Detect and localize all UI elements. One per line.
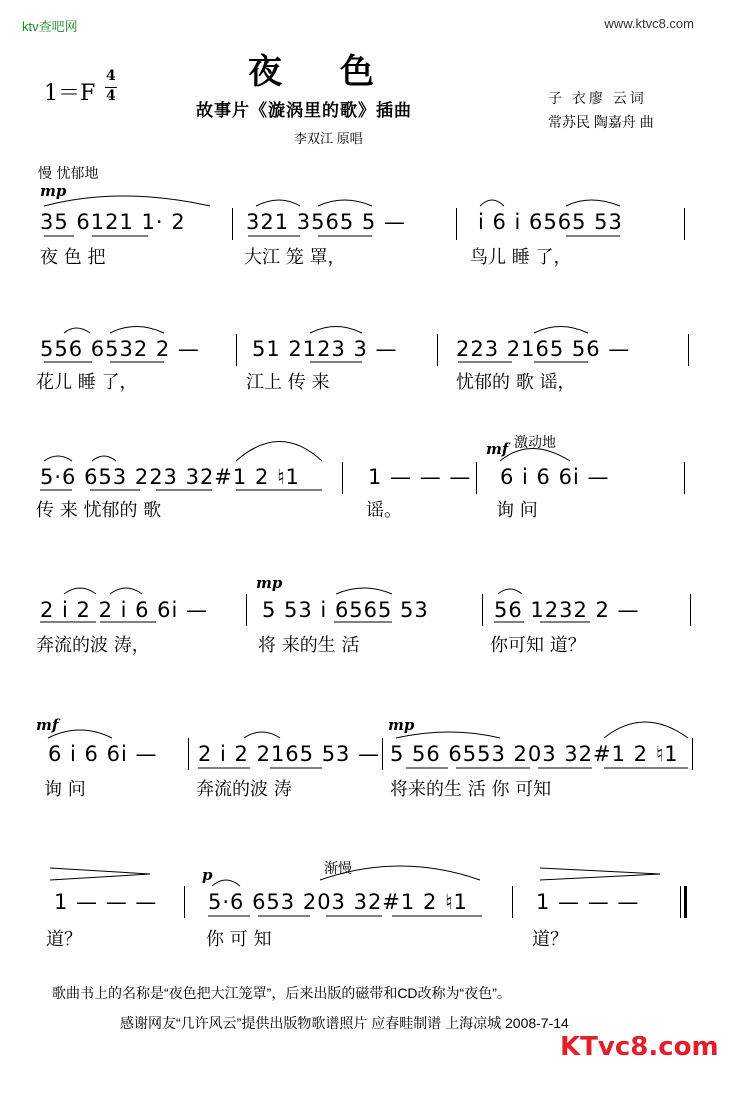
measure-notes: 5 53 i 6565 53 xyxy=(262,598,429,622)
slur xyxy=(498,589,522,594)
slur xyxy=(110,327,164,334)
lyric-line: 道？ xyxy=(46,929,82,950)
measure-notes: 556 6532 2 — xyxy=(40,337,200,361)
measure-notes: 223 2165 56 — xyxy=(456,337,631,361)
measure-notes: 5·6 653 223 32#1 2 ♮1 xyxy=(40,465,300,489)
key-signature: 1＝F xyxy=(44,81,96,106)
slur xyxy=(336,588,392,594)
diminuendo xyxy=(540,868,660,874)
measure-notes: 5 56 6553 203 32#1 2 ♮1 xyxy=(390,742,679,766)
lyric-line: 将 来的生 活 xyxy=(258,635,360,656)
slur xyxy=(500,449,570,462)
measure-notes: 2 i 2 2165 53 — xyxy=(198,742,381,766)
subtitle: 故事片《漩涡里的歌》插曲 xyxy=(196,101,412,121)
slur xyxy=(64,588,96,594)
time-signature-top: 4 xyxy=(106,68,116,84)
lyric-line: 传 来 忧郁的 歌 xyxy=(36,500,162,521)
lyric-line: 忧郁的 歌 谣， xyxy=(456,372,576,393)
expression-marking: 激动地 xyxy=(514,435,556,451)
lyric-line: 江上 传 来 xyxy=(246,372,330,393)
measure-notes: 51 2123 3 — xyxy=(252,337,398,361)
measure-notes: 2 i 2 2 i 6 6i — xyxy=(40,598,209,622)
lyric-line: 你 可 知 xyxy=(206,929,272,950)
lyric-line: 夜 色 把 xyxy=(40,247,106,268)
slur xyxy=(256,200,300,206)
slur xyxy=(318,200,372,206)
site-watermark-left: ktv查吧网 xyxy=(22,19,78,34)
lyric-line: 奔流的波 涛 xyxy=(196,779,292,800)
song-title: 夜色 xyxy=(248,52,432,92)
footnote: 歌曲书上的名称是“夜色把大江笼罩”，后来出版的磁带和CD改称为“夜色”。 xyxy=(52,985,511,1001)
slur xyxy=(236,442,322,462)
measure-notes: 35 6121 1· 2 xyxy=(40,210,186,234)
dynamic-mark: mf xyxy=(36,716,59,734)
diminuendo xyxy=(50,874,150,880)
lyricist: 子 衣廖 云词 xyxy=(548,90,647,106)
measure-notes: i 6 i 6565 53 xyxy=(478,210,623,234)
lyric-line: 鸟儿 睡 了， xyxy=(470,247,572,268)
lyric-line: 你可知 道？ xyxy=(490,635,586,656)
site-watermark-right: www.ktvc8.com xyxy=(604,16,694,31)
dynamic-mark: mp xyxy=(388,716,415,734)
slur xyxy=(396,732,500,738)
tempo-marking: 慢 忧郁地 xyxy=(38,166,99,182)
slur xyxy=(110,588,142,594)
credits: 感谢网友“几许风云”提供出版物歌谱照片 应春畦制谱 上海凉城 2008-7-14 xyxy=(120,1015,569,1031)
dynamic-mark: mp xyxy=(40,182,67,200)
site-logo: KTvc8.com xyxy=(560,1032,719,1062)
original-singer: 李双江 原唱 xyxy=(294,131,363,146)
measure-notes: 1 — — — xyxy=(368,465,472,489)
slur xyxy=(44,456,72,461)
slur xyxy=(44,196,210,206)
diminuendo xyxy=(540,874,660,880)
lyric-line: 奔流的波 涛， xyxy=(36,635,150,656)
measure-notes: 321 3565 5 — xyxy=(246,210,406,234)
measure-notes: 6 i 6 6i — xyxy=(500,465,610,489)
lyric-line: 花儿 睡 了， xyxy=(36,372,138,393)
time-signature-bottom: 4 xyxy=(106,88,116,104)
lyric-line: 谣。 xyxy=(366,500,402,521)
diminuendo xyxy=(50,868,150,874)
slur xyxy=(212,880,240,886)
lyric-line: 询 问 xyxy=(44,779,86,800)
measure-notes: 5·6 653 203 32#1 2 ♮1 xyxy=(208,890,468,914)
measure-notes: 6 i 6 6i — xyxy=(48,742,158,766)
slur xyxy=(244,732,280,738)
dynamic-mark: mf xyxy=(486,440,509,458)
slur xyxy=(310,327,362,334)
lyric-line: 道？ xyxy=(532,929,568,950)
slur xyxy=(48,730,112,738)
composer: 常苏民 陶嘉舟 曲 xyxy=(548,114,654,130)
measure-notes: 1 — — — xyxy=(54,890,158,914)
slur xyxy=(92,456,116,461)
slur xyxy=(480,200,504,206)
dynamic-mark: mp xyxy=(256,574,283,592)
slur xyxy=(566,200,620,206)
measure-notes: 56 1232 2 — xyxy=(494,598,640,622)
slur xyxy=(604,722,688,738)
slur xyxy=(534,327,588,334)
lyric-line: 询 问 xyxy=(496,500,538,521)
lyric-line: 大江 笼 罩， xyxy=(244,247,346,268)
lyric-line: 将来的生 活 你 可知 xyxy=(390,779,552,800)
measure-notes: 1 — — — xyxy=(536,890,640,914)
tempo-marking: 渐慢 xyxy=(324,861,352,877)
slur xyxy=(64,328,90,333)
slur xyxy=(320,866,480,880)
dynamic-mark: p xyxy=(202,866,213,884)
